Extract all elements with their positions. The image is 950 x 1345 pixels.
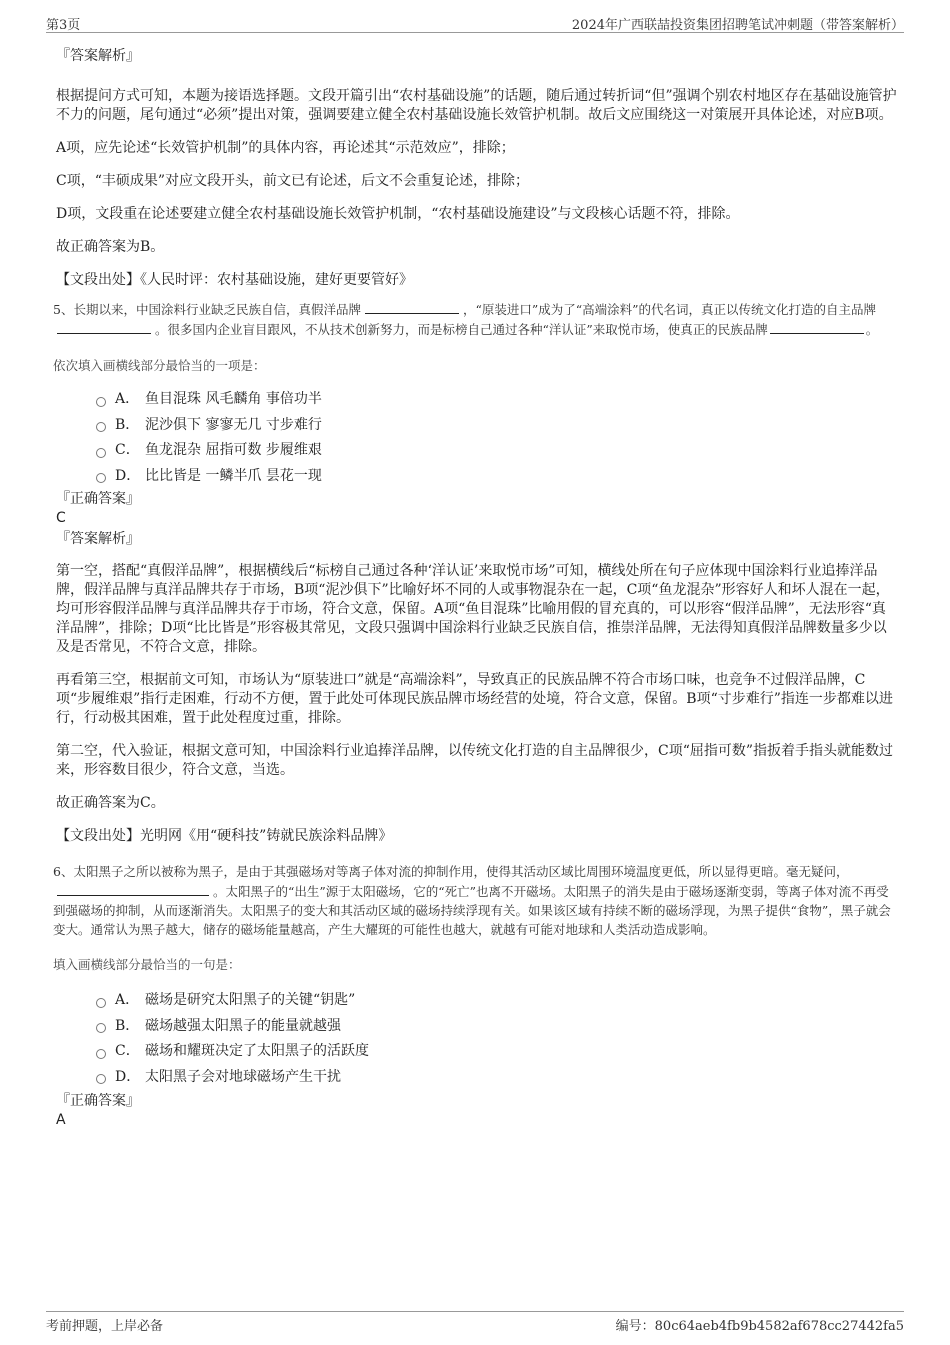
fill-blank-1 — [365, 299, 459, 314]
correct-answer-value: C — [56, 510, 66, 526]
correct-answer-label: 『正确答案』 — [56, 491, 140, 507]
analysis-label: 『答案解析』 — [56, 531, 140, 547]
option-a[interactable]: A． 磁场是研究太阳黑子的关键“钥匙” — [96, 988, 898, 1014]
document-body — [53, 40, 898, 1130]
fill-blank-1 — [57, 881, 209, 896]
correct-answer-value: A — [56, 1112, 66, 1128]
radio-icon[interactable] — [96, 1049, 106, 1059]
radio-icon[interactable] — [96, 397, 106, 407]
radio-icon[interactable] — [96, 1074, 106, 1084]
document-code: 编号：80c64aeb4fb9b4582af678cc27442fa5 — [615, 1319, 904, 1334]
correct-answer-sentence: 故正确答案为C。 — [56, 795, 165, 811]
option-c[interactable]: C． 鱼龙混杂 屈指可数 步履维艰 — [96, 438, 898, 464]
radio-icon[interactable] — [96, 422, 106, 432]
option-a[interactable]: A． 鱼目混珠 风毛麟角 事倍功半 — [96, 387, 898, 413]
analysis-paragraph: D项，文段重在论述要建立健全农村基础设施长效管护机制，“农村基础设施建设”与文段核心话题不符，排除。 — [56, 206, 740, 222]
page-header — [46, 12, 904, 33]
source-citation: 【文段出处】光明网《用“硬科技”铸就民族涂料品牌》 — [56, 828, 393, 844]
source-citation: 【文段出处】《人民时评：农村基础设施，建好更要管好》 — [56, 272, 413, 288]
option-b[interactable]: B． 泥沙俱下 寥寥无几 寸步难行 — [96, 413, 898, 439]
fill-blank-2 — [57, 319, 151, 334]
document-title: 2024年广西联喆投资集团招聘笔试冲刺题（带答案解析） — [571, 18, 904, 33]
radio-icon[interactable] — [96, 998, 106, 1008]
fill-blank-3 — [770, 319, 864, 334]
question-6-options — [96, 988, 898, 1090]
option-d[interactable]: D． 比比皆是 一鳞半爪 昙花一现 — [96, 464, 898, 490]
question-5-options — [96, 387, 898, 489]
analysis-paragraph: 根据提问方式可知，本题为接语选择题。文段开篇引出“农村基础设施”的话题，随后通过转折词“但”强调个别农村地区存在基础设施管护不力的问题，尾句通过“必须”提出对策，强调要建立健全农村基础设施长效管护机制。故后文应围绕这一对策展开具体论述，对应B项。 — [56, 88, 897, 123]
correct-answer-label: 『正确答案』 — [56, 1093, 140, 1109]
radio-icon[interactable] — [96, 1023, 106, 1033]
option-d[interactable]: D． 太阳黑子会对地球磁场产生干扰 — [96, 1065, 898, 1091]
footer-slogan: 考前押题，上岸必备 — [46, 1319, 164, 1334]
question-6-stem: 6、太阳黑子之所以被称为黑子，是由于其强磁场对等离子体对流的抑制作用，使得其活动区域比周围环境温度更低，所以显得更暗。毫无疑问，。太阳黑子的“出生”源于太阳磁场，它的“死亡”也离不开磁场。太阳黑子的消失是由于磁场逐渐变弱，等离子体对流不再受到强磁场的抑制，从而逐渐消失。太阳黑子的变大和其活动区域的磁场持续浮现有关。如果该区域有持续不断的磁场浮现，为黑子提供“食物”，黑子就会变大。通常认为黑子越大，储存的磁场能量越高，产生大耀斑的可能性也越大，就越有可能对地球和人类活动造成影响。 — [53, 864, 891, 937]
page-footer — [46, 1311, 904, 1334]
analysis-paragraph: 再看第三空，根据前文可知，市场认为“原装进口”就是“高端涂料”，导致真正的民族品牌不符合市场口味，也竞争不过假洋品牌，C项“步履维艰”指行走困难，行动不方便，置于此处可体现民族品牌市场经营的处境，符合文意，保留。B项“寸步难行”指连一步都难以进行，行动极其困难，置于此处程度过重，排除。 — [56, 672, 893, 726]
question-5-prompt: 依次填入画横线部分最恰当的一项是： — [53, 358, 266, 373]
analysis-paragraph: 第二空，代入验证，根据文意可知，中国涂料行业追捧洋品牌，以传统文化打造的自主品牌很少，C项“屈指可数”指扳着手指头就能数过来，形容数目很少，符合文意，当选。 — [56, 743, 894, 778]
analysis-label: 『答案解析』 — [56, 48, 140, 64]
option-c[interactable]: C． 磁场和耀斑决定了太阳黑子的活跃度 — [96, 1039, 898, 1065]
page-number: 第3页 — [46, 18, 81, 33]
correct-answer-sentence: 故正确答案为B。 — [56, 239, 165, 255]
question-6-prompt: 填入画横线部分最恰当的一句是： — [53, 957, 241, 972]
option-b[interactable]: B． 磁场越强太阳黑子的能量就越强 — [96, 1014, 898, 1040]
analysis-paragraph: 第一空，搭配“真假洋品牌”，根据横线后“标榜自己通过各种‘洋认证’来取悦市场”可知，横线处所在句子应体现中国涂料行业追捧洋品牌，假洋品牌与真洋品牌共存于市场，B项“泥沙俱下”比喻好坏不同的人或事物混杂在一起，C项“鱼龙混杂”形容好人和坏人混在一起，均可形容假洋品牌与真洋品牌共存于市场，符合文意，保留。A项“鱼目混珠”比喻用假的冒充真的，可以形容“假洋品牌”，无法形容“真洋品牌”，排除；D项“比比皆是”形容极其常见，文段只强调中国涂料行业缺乏民族自信，推崇洋品牌，无法得知真假洋品牌数量多少以及是否常见，不符合文意，排除。 — [56, 563, 890, 655]
analysis-paragraph: C项，“丰硕成果”对应文段开头，前文已有论述，后文不会重复论述，排除； — [56, 173, 530, 189]
radio-icon[interactable] — [96, 473, 106, 483]
radio-icon[interactable] — [96, 448, 106, 458]
question-5-stem: 5、长期以来，中国涂料行业缺乏民族自信，真假洋品牌 ，“原装进口”成为了“高端涂料”的代名词，真正以传统文化打造的自主品牌。很多国内企业盲目跟风，不从技术创新努力，而是标榜自己通过各种“洋认证”来取悦市场，使真正的民族品牌 。 — [53, 299, 898, 339]
analysis-paragraph: A项，应先论述“长效管护机制”的具体内容，再论述其“示范效应”，排除； — [56, 140, 515, 156]
